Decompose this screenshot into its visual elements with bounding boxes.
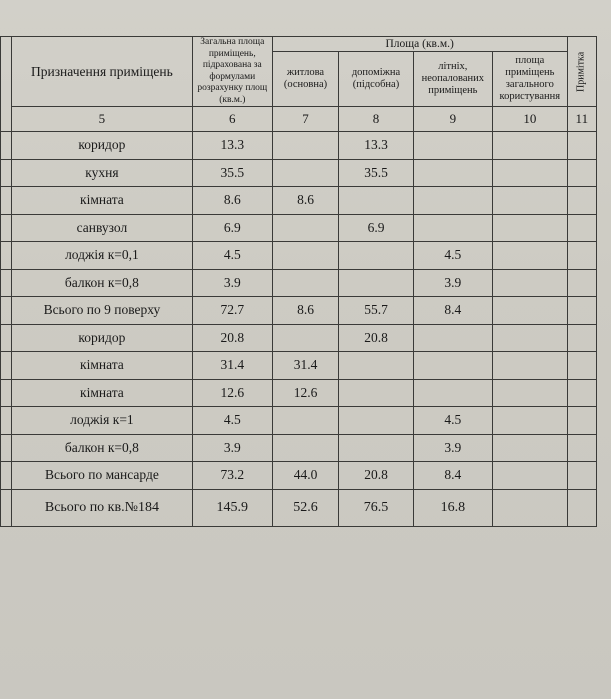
row-total-area: 20.8 <box>192 324 272 352</box>
colnum-8: 8 <box>339 107 413 132</box>
row-living-area: 44.0 <box>272 462 339 490</box>
row-premises-name: санвузол <box>11 214 192 242</box>
spine-cell <box>1 214 12 242</box>
row-total-area: 31.4 <box>192 352 272 380</box>
row-living-area: 52.6 <box>272 489 339 526</box>
row-auxiliary-area: 13.3 <box>339 132 413 160</box>
row-auxiliary-area <box>339 379 413 407</box>
row-total-area: 73.2 <box>192 462 272 490</box>
row-living-area <box>272 434 339 462</box>
row-common-area <box>493 214 568 242</box>
header-auxiliary-area: допоміжна (підсобна) <box>339 51 413 106</box>
row-note <box>567 132 596 160</box>
row-common-area <box>493 187 568 215</box>
premises-area-table <box>0 36 597 527</box>
spine-cell <box>1 489 12 526</box>
row-total-area: 8.6 <box>192 187 272 215</box>
row-premises-name: коридор <box>11 132 192 160</box>
row-summer-area <box>413 214 492 242</box>
row-living-area <box>272 407 339 435</box>
row-summer-area <box>413 132 492 160</box>
row-note <box>567 407 596 435</box>
colnum-10: 10 <box>493 107 568 132</box>
table-row <box>1 214 597 242</box>
row-premises-name: балкон к=0,8 <box>11 434 192 462</box>
table-row <box>1 379 597 407</box>
row-auxiliary-area <box>339 352 413 380</box>
row-note <box>567 242 596 270</box>
row-auxiliary-area: 20.8 <box>339 462 413 490</box>
row-premises-name: лоджія к=0,1 <box>11 242 192 270</box>
colnum-6: 6 <box>192 107 272 132</box>
row-living-area <box>272 269 339 297</box>
table-row <box>1 462 597 490</box>
row-total-area: 13.3 <box>192 132 272 160</box>
row-living-area: 31.4 <box>272 352 339 380</box>
header-note: Примітка <box>567 37 596 107</box>
table-row <box>1 324 597 352</box>
row-summer-area <box>413 159 492 187</box>
row-common-area <box>493 269 568 297</box>
row-auxiliary-area: 55.7 <box>339 297 413 325</box>
header-premises-purpose: Призначення приміщень <box>11 37 192 107</box>
row-note <box>567 187 596 215</box>
table-row <box>1 297 597 325</box>
header-summer-area: літніх, неопалованих приміщень <box>413 51 492 106</box>
row-summer-area: 8.4 <box>413 297 492 325</box>
spine-cell <box>1 132 12 160</box>
colnum-5: 5 <box>11 107 192 132</box>
spine-cell <box>1 407 12 435</box>
row-premises-name: кімната <box>11 187 192 215</box>
row-summer-area <box>413 324 492 352</box>
row-living-area: 12.6 <box>272 379 339 407</box>
row-common-area <box>493 159 568 187</box>
table-header-row-1 <box>1 37 597 52</box>
row-auxiliary-area: 35.5 <box>339 159 413 187</box>
row-premises-name: кімната <box>11 352 192 380</box>
row-common-area <box>493 297 568 325</box>
header-living-area: житлова (основна) <box>272 51 339 106</box>
row-summer-area: 4.5 <box>413 242 492 270</box>
spine-cell <box>1 352 12 380</box>
row-total-area: 3.9 <box>192 269 272 297</box>
row-premises-name: кухня <box>11 159 192 187</box>
table-row <box>1 132 597 160</box>
row-common-area <box>493 324 568 352</box>
row-premises-name: балкон к=0,8 <box>11 269 192 297</box>
row-auxiliary-area: 20.8 <box>339 324 413 352</box>
spine-cell <box>1 379 12 407</box>
row-note <box>567 434 596 462</box>
row-living-area <box>272 324 339 352</box>
row-summer-area <box>413 352 492 380</box>
row-living-area <box>272 214 339 242</box>
row-total-area: 6.9 <box>192 214 272 242</box>
row-living-area <box>272 132 339 160</box>
spine-cell <box>1 37 12 132</box>
spine-cell <box>1 187 12 215</box>
table-row <box>1 434 597 462</box>
row-total-area: 12.6 <box>192 379 272 407</box>
row-premises-name: Всього по мансарде <box>11 462 192 490</box>
row-premises-name: Всього по кв.№184 <box>11 489 192 526</box>
row-summer-area: 8.4 <box>413 462 492 490</box>
row-note <box>567 352 596 380</box>
column-number-row <box>1 107 597 132</box>
header-area-group: Площа (кв.м.) <box>272 37 567 52</box>
row-summer-area <box>413 379 492 407</box>
row-total-area: 4.5 <box>192 407 272 435</box>
row-summer-area: 16.8 <box>413 489 492 526</box>
row-total-area: 72.7 <box>192 297 272 325</box>
row-premises-name: коридор <box>11 324 192 352</box>
spine-cell <box>1 297 12 325</box>
row-living-area: 8.6 <box>272 187 339 215</box>
row-premises-name: Всього по 9 поверху <box>11 297 192 325</box>
row-summer-area: 3.9 <box>413 269 492 297</box>
row-total-area: 4.5 <box>192 242 272 270</box>
spine-cell <box>1 462 12 490</box>
row-auxiliary-area <box>339 187 413 215</box>
spine-cell <box>1 242 12 270</box>
row-common-area <box>493 242 568 270</box>
row-common-area <box>493 462 568 490</box>
row-total-area: 35.5 <box>192 159 272 187</box>
spine-cell <box>1 269 12 297</box>
row-total-area: 145.9 <box>192 489 272 526</box>
table-row <box>1 489 597 526</box>
table-row <box>1 242 597 270</box>
row-auxiliary-area <box>339 407 413 435</box>
spine-cell <box>1 324 12 352</box>
colnum-9: 9 <box>413 107 492 132</box>
row-note <box>567 462 596 490</box>
row-common-area <box>493 489 568 526</box>
header-common-area: площа приміщень загального користування <box>493 51 568 106</box>
row-living-area: 8.6 <box>272 297 339 325</box>
row-auxiliary-area: 6.9 <box>339 214 413 242</box>
colnum-11: 11 <box>567 107 596 132</box>
spine-cell <box>1 159 12 187</box>
row-auxiliary-area <box>339 269 413 297</box>
row-summer-area <box>413 187 492 215</box>
row-auxiliary-area <box>339 242 413 270</box>
row-common-area <box>493 407 568 435</box>
row-premises-name: лоджія к=1 <box>11 407 192 435</box>
row-premises-name: кімната <box>11 379 192 407</box>
table-row <box>1 407 597 435</box>
header-total-area: Загальна площа приміщень, підрахована за формулами розрахунку площ (кв.м.) <box>192 37 272 107</box>
row-living-area <box>272 242 339 270</box>
row-note <box>567 269 596 297</box>
table-row <box>1 352 597 380</box>
row-auxiliary-area: 76.5 <box>339 489 413 526</box>
row-summer-area: 3.9 <box>413 434 492 462</box>
row-note <box>567 159 596 187</box>
row-common-area <box>493 352 568 380</box>
colnum-7: 7 <box>272 107 339 132</box>
table-row <box>1 187 597 215</box>
row-note <box>567 297 596 325</box>
table-row <box>1 269 597 297</box>
table-row <box>1 159 597 187</box>
row-common-area <box>493 379 568 407</box>
spine-cell <box>1 434 12 462</box>
row-common-area <box>493 434 568 462</box>
row-common-area <box>493 132 568 160</box>
row-total-area: 3.9 <box>192 434 272 462</box>
row-auxiliary-area <box>339 434 413 462</box>
row-note <box>567 379 596 407</box>
row-summer-area: 4.5 <box>413 407 492 435</box>
row-living-area <box>272 159 339 187</box>
row-note <box>567 489 596 526</box>
row-note <box>567 324 596 352</box>
row-note <box>567 214 596 242</box>
